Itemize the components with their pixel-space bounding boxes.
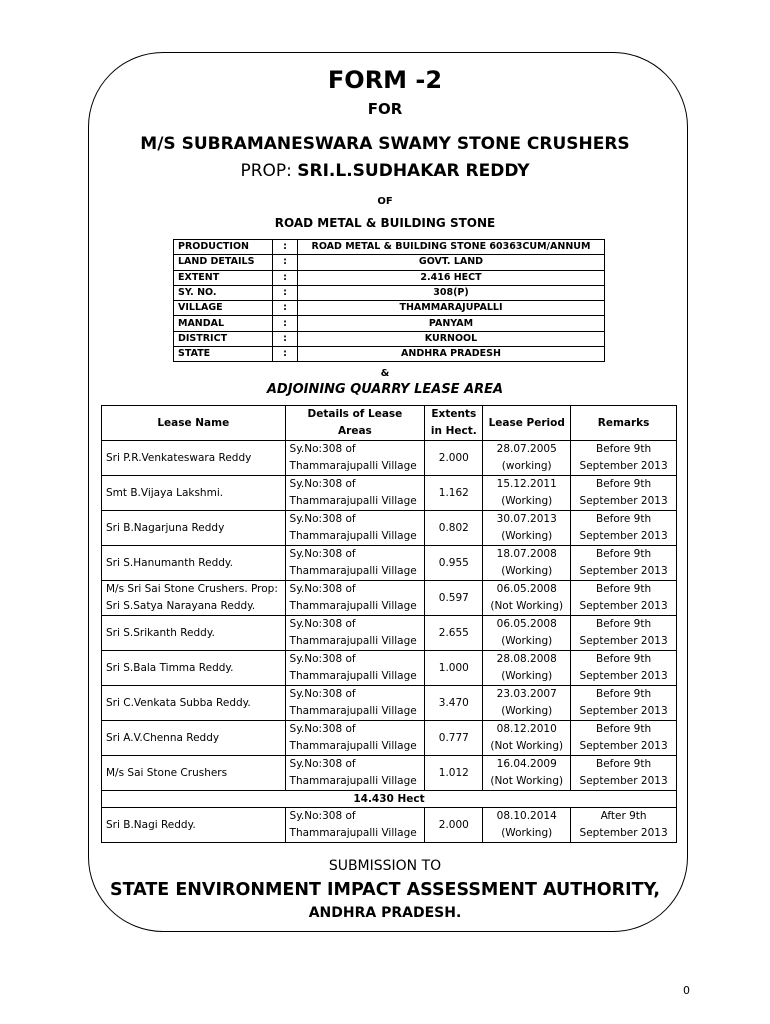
- total-row: [102, 791, 677, 808]
- lease-area-cell: [285, 616, 425, 651]
- prop-name: SRI.L.SUDHAKAR REDDY: [297, 161, 530, 181]
- lease-name-cell: [102, 686, 286, 721]
- total-extent: 14.430 Hect: [102, 791, 677, 808]
- area-survey: Sy.No:308 of: [289, 688, 356, 700]
- detail-separator: :: [273, 270, 298, 285]
- remarks-line1: Before 9th: [596, 758, 652, 770]
- lease-area-cell: [285, 686, 425, 721]
- remarks-line2: September 2013: [579, 460, 668, 472]
- lease-name: Sri C.Venkata Subba Reddy.: [106, 696, 251, 709]
- lease-name-cell: [102, 511, 286, 546]
- lease-name-cell: [102, 616, 286, 651]
- lease-date: 08.10.2014: [496, 810, 557, 822]
- extent-cell: 3.470: [425, 686, 483, 721]
- adjoining-title: ADJOINING QUARRY LEASE AREA: [266, 382, 504, 397]
- remarks-cell: [571, 546, 677, 581]
- lease-period-cell: [483, 686, 571, 721]
- table-row: [102, 581, 677, 616]
- remarks-line1: Before 9th: [596, 618, 652, 630]
- area-survey: Sy.No:308 of: [289, 583, 356, 595]
- prop-label: PROP:: [240, 161, 298, 181]
- details-row: [174, 270, 605, 285]
- lease-period-cell: [483, 651, 571, 686]
- area-survey: Sy.No:308 of: [289, 723, 356, 735]
- lease-date: 30.07.2013: [496, 513, 557, 525]
- form-title: FORM -2: [327, 66, 443, 94]
- area-village: Thammarajupalli Village: [289, 495, 417, 507]
- lease-name: M/s Sai Stone Crushers: [106, 766, 228, 779]
- lease-date: 06.05.2008: [496, 618, 557, 630]
- details-row: [174, 316, 605, 331]
- lease-status: (Working): [501, 530, 553, 542]
- table-row: [102, 756, 677, 791]
- header-lease-period: Lease Period: [483, 406, 571, 441]
- lease-area-cell: [285, 511, 425, 546]
- area-survey: Sy.No:308 of: [289, 618, 356, 630]
- lease-period-cell: [483, 616, 571, 651]
- remarks-cell: [571, 651, 677, 686]
- area-village: Thammarajupalli Village: [289, 705, 417, 717]
- remarks-cell: [571, 808, 677, 843]
- detail-key: VILLAGE: [174, 301, 273, 316]
- proprietor-line: [0, 161, 770, 181]
- remarks-cell: [571, 756, 677, 791]
- lease-name-cell: [102, 546, 286, 581]
- table-row: [102, 651, 677, 686]
- state-name: ANDHRA PRADESH.: [308, 905, 462, 921]
- lease-date: 06.05.2008: [496, 583, 557, 595]
- area-village: Thammarajupalli Village: [289, 670, 417, 682]
- extent-cell: 0.955: [425, 546, 483, 581]
- lease-period-cell: [483, 476, 571, 511]
- extent-cell: 0.597: [425, 581, 483, 616]
- lease-period-cell: [483, 808, 571, 843]
- table-row: [102, 476, 677, 511]
- details-row: [174, 331, 605, 346]
- remarks-line2: September 2013: [579, 565, 668, 577]
- details-row: [174, 285, 605, 300]
- remarks-line2: September 2013: [579, 495, 668, 507]
- lease-status: (Working): [501, 705, 553, 717]
- ampersand: &: [380, 368, 390, 379]
- remarks-line1: Before 9th: [596, 583, 652, 595]
- detail-value: GOVT. LAND: [298, 255, 605, 270]
- area-village: Thammarajupalli Village: [289, 775, 417, 787]
- lease-period-cell: [483, 721, 571, 756]
- lease-name: M/s Sri Sai Stone Crushers. Prop:: [106, 583, 278, 595]
- area-village: Thammarajupalli Village: [289, 600, 417, 612]
- area-survey: Sy.No:308 of: [289, 758, 356, 770]
- remarks-cell: [571, 686, 677, 721]
- lease-status: (Not Working): [490, 740, 564, 752]
- lease-status: (Working): [501, 827, 553, 839]
- area-village: Thammarajupalli Village: [289, 635, 417, 647]
- detail-key: DISTRICT: [174, 331, 273, 346]
- lease-name-cell: [102, 441, 286, 476]
- authority-name: STATE ENVIRONMENT IMPACT ASSESSMENT AUTHORITY,: [109, 880, 661, 900]
- lease-date: 15.12.2011: [496, 478, 557, 490]
- header-remarks: Remarks: [571, 406, 677, 441]
- table-row: [102, 546, 677, 581]
- detail-separator: :: [273, 240, 298, 255]
- lease-name: Sri P.R.Venkateswara Reddy: [106, 451, 252, 464]
- area-survey: Sy.No:308 of: [289, 653, 356, 665]
- header-lease-areas: Details of Lease Areas: [285, 406, 425, 441]
- detail-value: PANYAM: [298, 316, 605, 331]
- lease-area-cell: [285, 546, 425, 581]
- lease-status: (Working): [501, 635, 553, 647]
- lease-area-cell: [285, 721, 425, 756]
- area-village: Thammarajupalli Village: [289, 530, 417, 542]
- detail-value: 2.416 HECT: [298, 270, 605, 285]
- extent-cell: 2.000: [425, 808, 483, 843]
- area-survey: Sy.No:308 of: [289, 548, 356, 560]
- lease-name-cell: [102, 476, 286, 511]
- remarks-line1: Before 9th: [596, 478, 652, 490]
- table-row: [102, 721, 677, 756]
- extent-cell: 1.000: [425, 651, 483, 686]
- remarks-line2: September 2013: [579, 530, 668, 542]
- table-row: [102, 808, 677, 843]
- lease-date: 16.04.2009: [496, 758, 557, 770]
- detail-separator: :: [273, 285, 298, 300]
- submission-label: SUBMISSION TO: [328, 858, 442, 874]
- detail-key: MANDAL: [174, 316, 273, 331]
- table-row: [102, 616, 677, 651]
- page-number: 0: [683, 984, 690, 997]
- mineral-title: ROAD METAL & BUILDING STONE: [274, 216, 496, 230]
- remarks-line1: After 9th: [600, 810, 647, 822]
- lease-name: Sri S.Bala Timma Reddy.: [106, 661, 234, 674]
- lease-date: 08.12.2010: [496, 723, 557, 735]
- table-row: [102, 441, 677, 476]
- lease-status: (Working): [501, 565, 553, 577]
- details-row: [174, 347, 605, 362]
- lease-area-cell: [285, 756, 425, 791]
- remarks-line2: September 2013: [579, 600, 668, 612]
- company-name: M/S SUBRAMANESWARA SWAMY STONE CRUSHERS: [140, 134, 630, 154]
- detail-separator: :: [273, 347, 298, 362]
- lease-name: Sri S.Srikanth Reddy.: [106, 626, 215, 639]
- lease-table: [101, 405, 677, 843]
- remarks-line2: September 2013: [579, 670, 668, 682]
- remarks-line1: Before 9th: [596, 513, 652, 525]
- lease-name-cell: [102, 581, 286, 616]
- detail-separator: :: [273, 255, 298, 270]
- table-row: [102, 511, 677, 546]
- detail-value: ANDHRA PRADESH: [298, 347, 605, 362]
- lease-period-cell: [483, 756, 571, 791]
- remarks-cell: [571, 616, 677, 651]
- lease-area-cell: [285, 441, 425, 476]
- area-village: Thammarajupalli Village: [289, 565, 417, 577]
- lease-status: (Not Working): [490, 600, 564, 612]
- area-survey: Sy.No:308 of: [289, 810, 356, 822]
- table-row: [102, 686, 677, 721]
- remarks-line2: September 2013: [579, 775, 668, 787]
- detail-key: STATE: [174, 347, 273, 362]
- lease-date: 18.07.2008: [496, 548, 557, 560]
- extent-cell: 0.777: [425, 721, 483, 756]
- lease-name-line2: Sri S.Satya Narayana Reddy.: [106, 600, 256, 612]
- remarks-line2: September 2013: [579, 827, 668, 839]
- lease-period-cell: [483, 581, 571, 616]
- area-survey: Sy.No:308 of: [289, 443, 356, 455]
- remarks-line2: September 2013: [579, 635, 668, 647]
- detail-separator: :: [273, 316, 298, 331]
- lease-date: 23.03.2007: [496, 688, 557, 700]
- lease-header-row: [102, 406, 677, 441]
- lease-period-cell: [483, 441, 571, 476]
- lease-area-cell: [285, 581, 425, 616]
- details-row: [174, 240, 605, 255]
- extent-cell: 1.162: [425, 476, 483, 511]
- remarks-line1: Before 9th: [596, 723, 652, 735]
- area-village: Thammarajupalli Village: [289, 827, 417, 839]
- lease-name: Sri B.Nagi Reddy.: [106, 818, 196, 831]
- detail-separator: :: [273, 301, 298, 316]
- project-details-table: [173, 239, 605, 362]
- lease-area-cell: [285, 476, 425, 511]
- remarks-line1: Before 9th: [596, 443, 652, 455]
- of-label: OF: [377, 196, 393, 207]
- remarks-line1: Before 9th: [596, 688, 652, 700]
- lease-name-cell: [102, 808, 286, 843]
- details-row: [174, 301, 605, 316]
- detail-key: EXTENT: [174, 270, 273, 285]
- extent-cell: 0.802: [425, 511, 483, 546]
- extent-cell: 2.000: [425, 441, 483, 476]
- remarks-cell: [571, 511, 677, 546]
- remarks-cell: [571, 441, 677, 476]
- area-survey: Sy.No:308 of: [289, 513, 356, 525]
- lease-period-cell: [483, 511, 571, 546]
- detail-value: KURNOOL: [298, 331, 605, 346]
- extent-cell: 1.012: [425, 756, 483, 791]
- lease-name: Smt B.Vijaya Lakshmi.: [106, 486, 224, 499]
- lease-status: (Working): [501, 670, 553, 682]
- lease-name-cell: [102, 756, 286, 791]
- lease-date: 28.07.2005: [496, 443, 557, 455]
- detail-value: 308(P): [298, 285, 605, 300]
- remarks-line2: September 2013: [579, 740, 668, 752]
- extent-cell: 2.655: [425, 616, 483, 651]
- lease-name: Sri A.V.Chenna Reddy: [106, 731, 220, 744]
- area-survey: Sy.No:308 of: [289, 478, 356, 490]
- lease-area-cell: [285, 651, 425, 686]
- lease-period-cell: [483, 546, 571, 581]
- lease-status: (Not Working): [490, 775, 564, 787]
- lease-name: Sri S.Hanumanth Reddy.: [106, 556, 233, 569]
- lease-name-cell: [102, 721, 286, 756]
- remarks-cell: [571, 476, 677, 511]
- detail-key: PRODUCTION: [174, 240, 273, 255]
- detail-separator: :: [273, 331, 298, 346]
- detail-key: SY. NO.: [174, 285, 273, 300]
- lease-name-cell: [102, 651, 286, 686]
- remarks-cell: [571, 581, 677, 616]
- lease-status: (Working): [501, 495, 553, 507]
- detail-value: THAMMARAJUPALLI: [298, 301, 605, 316]
- detail-value: ROAD METAL & BUILDING STONE 60363CUM/ANNUM: [298, 240, 605, 255]
- lease-date: 28.08.2008: [496, 653, 557, 665]
- header-lease-name: Lease Name: [102, 406, 286, 441]
- detail-key: LAND DETAILS: [174, 255, 273, 270]
- lease-status: (working): [501, 460, 552, 472]
- remarks-line1: Before 9th: [596, 653, 652, 665]
- for-label: FOR: [367, 100, 403, 118]
- lease-name: Sri B.Nagarjuna Reddy: [106, 521, 225, 534]
- lease-area-cell: [285, 808, 425, 843]
- remarks-cell: [571, 721, 677, 756]
- remarks-line1: Before 9th: [596, 548, 652, 560]
- details-row: [174, 255, 605, 270]
- area-village: Thammarajupalli Village: [289, 740, 417, 752]
- remarks-line2: September 2013: [579, 705, 668, 717]
- area-village: Thammarajupalli Village: [289, 460, 417, 472]
- header-extent: Extents in Hect.: [425, 406, 483, 441]
